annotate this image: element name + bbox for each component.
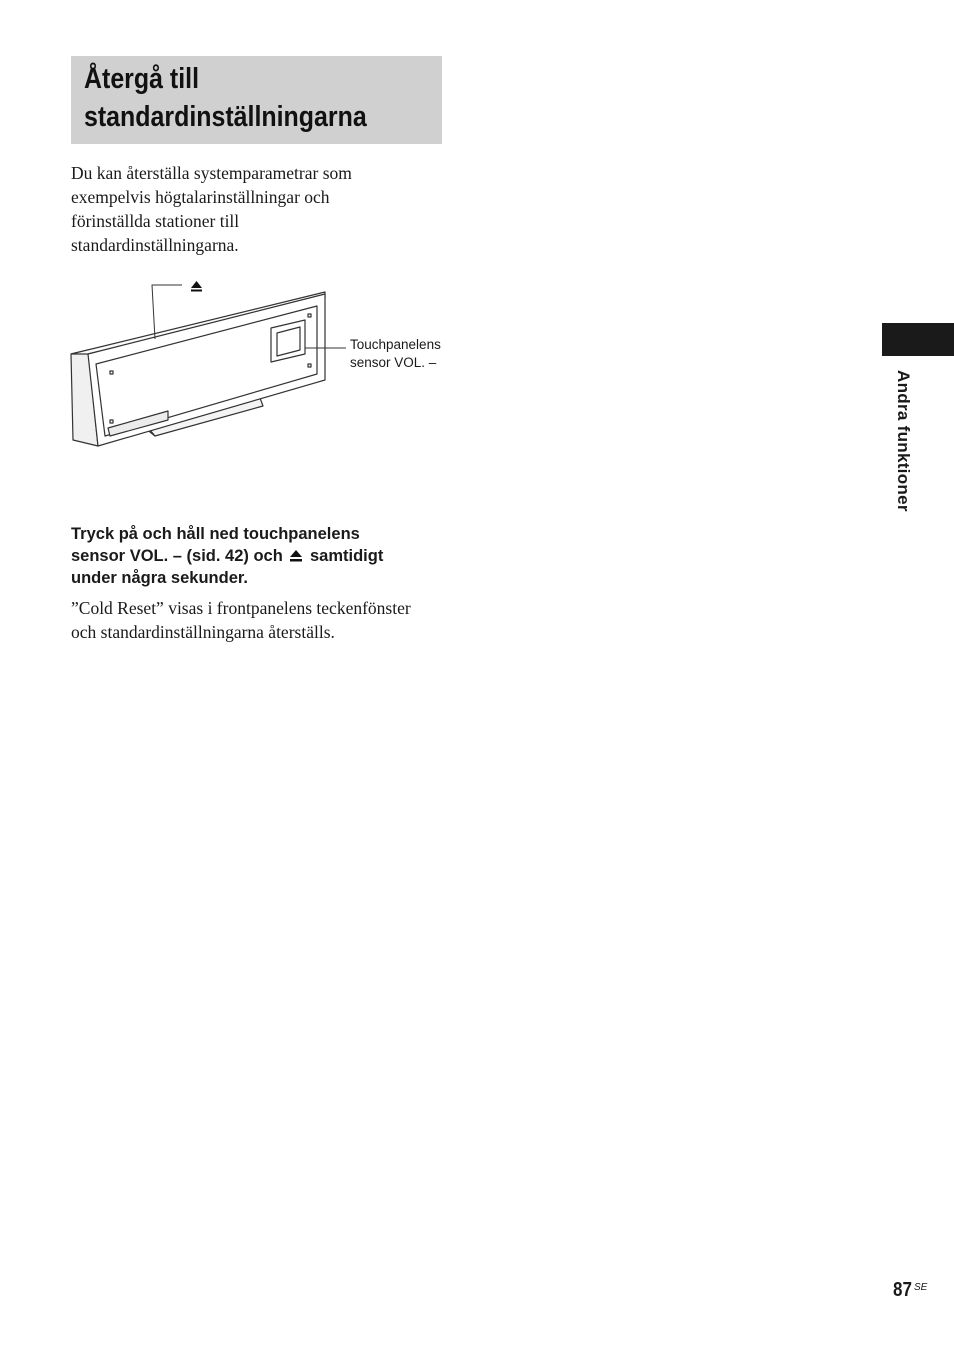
intro-line-1: Du kan återställa systemparametrar som <box>71 163 352 183</box>
step-line-2-end: samtidigt <box>310 547 384 565</box>
result-line-1: ”Cold Reset” visas i frontpanelens teckenfönster <box>71 598 411 618</box>
intro-line-3: förinställda stationer till <box>71 211 240 231</box>
intro-line-2: exempelvis högtalarinställningar och <box>71 187 330 207</box>
step-line-2 <box>71 545 451 567</box>
intro-paragraph <box>71 161 451 257</box>
result-paragraph <box>71 596 451 644</box>
heading-line-1: Återgå till <box>84 63 200 95</box>
chapter-tab-marker <box>882 323 954 356</box>
page-number-suffix: SE <box>914 1282 928 1293</box>
result-line-2: och standardinställningarna återställs. <box>71 622 335 642</box>
step-line-1: Tryck på och håll ned touchpanelens <box>71 525 360 543</box>
eject-icon <box>191 281 202 292</box>
page-number-value: 87 <box>893 1279 912 1301</box>
chapter-label: Andra funktioner <box>894 370 913 512</box>
callout-line-1: Touchpanelens <box>350 337 441 352</box>
step-instruction <box>71 523 451 589</box>
heading-line-2: standardinställningarna <box>84 101 367 133</box>
callout-line-2: sensor VOL. – <box>350 355 437 370</box>
eject-icon <box>289 550 303 562</box>
page-number <box>893 1279 915 1302</box>
sensor-callout <box>350 336 441 372</box>
section-heading <box>71 56 442 144</box>
intro-line-4: standardinställningarna. <box>71 235 239 255</box>
step-line-2-start: sensor VOL. – (sid. 42) och <box>71 547 283 565</box>
step-line-3: under några sekunder. <box>71 569 248 587</box>
